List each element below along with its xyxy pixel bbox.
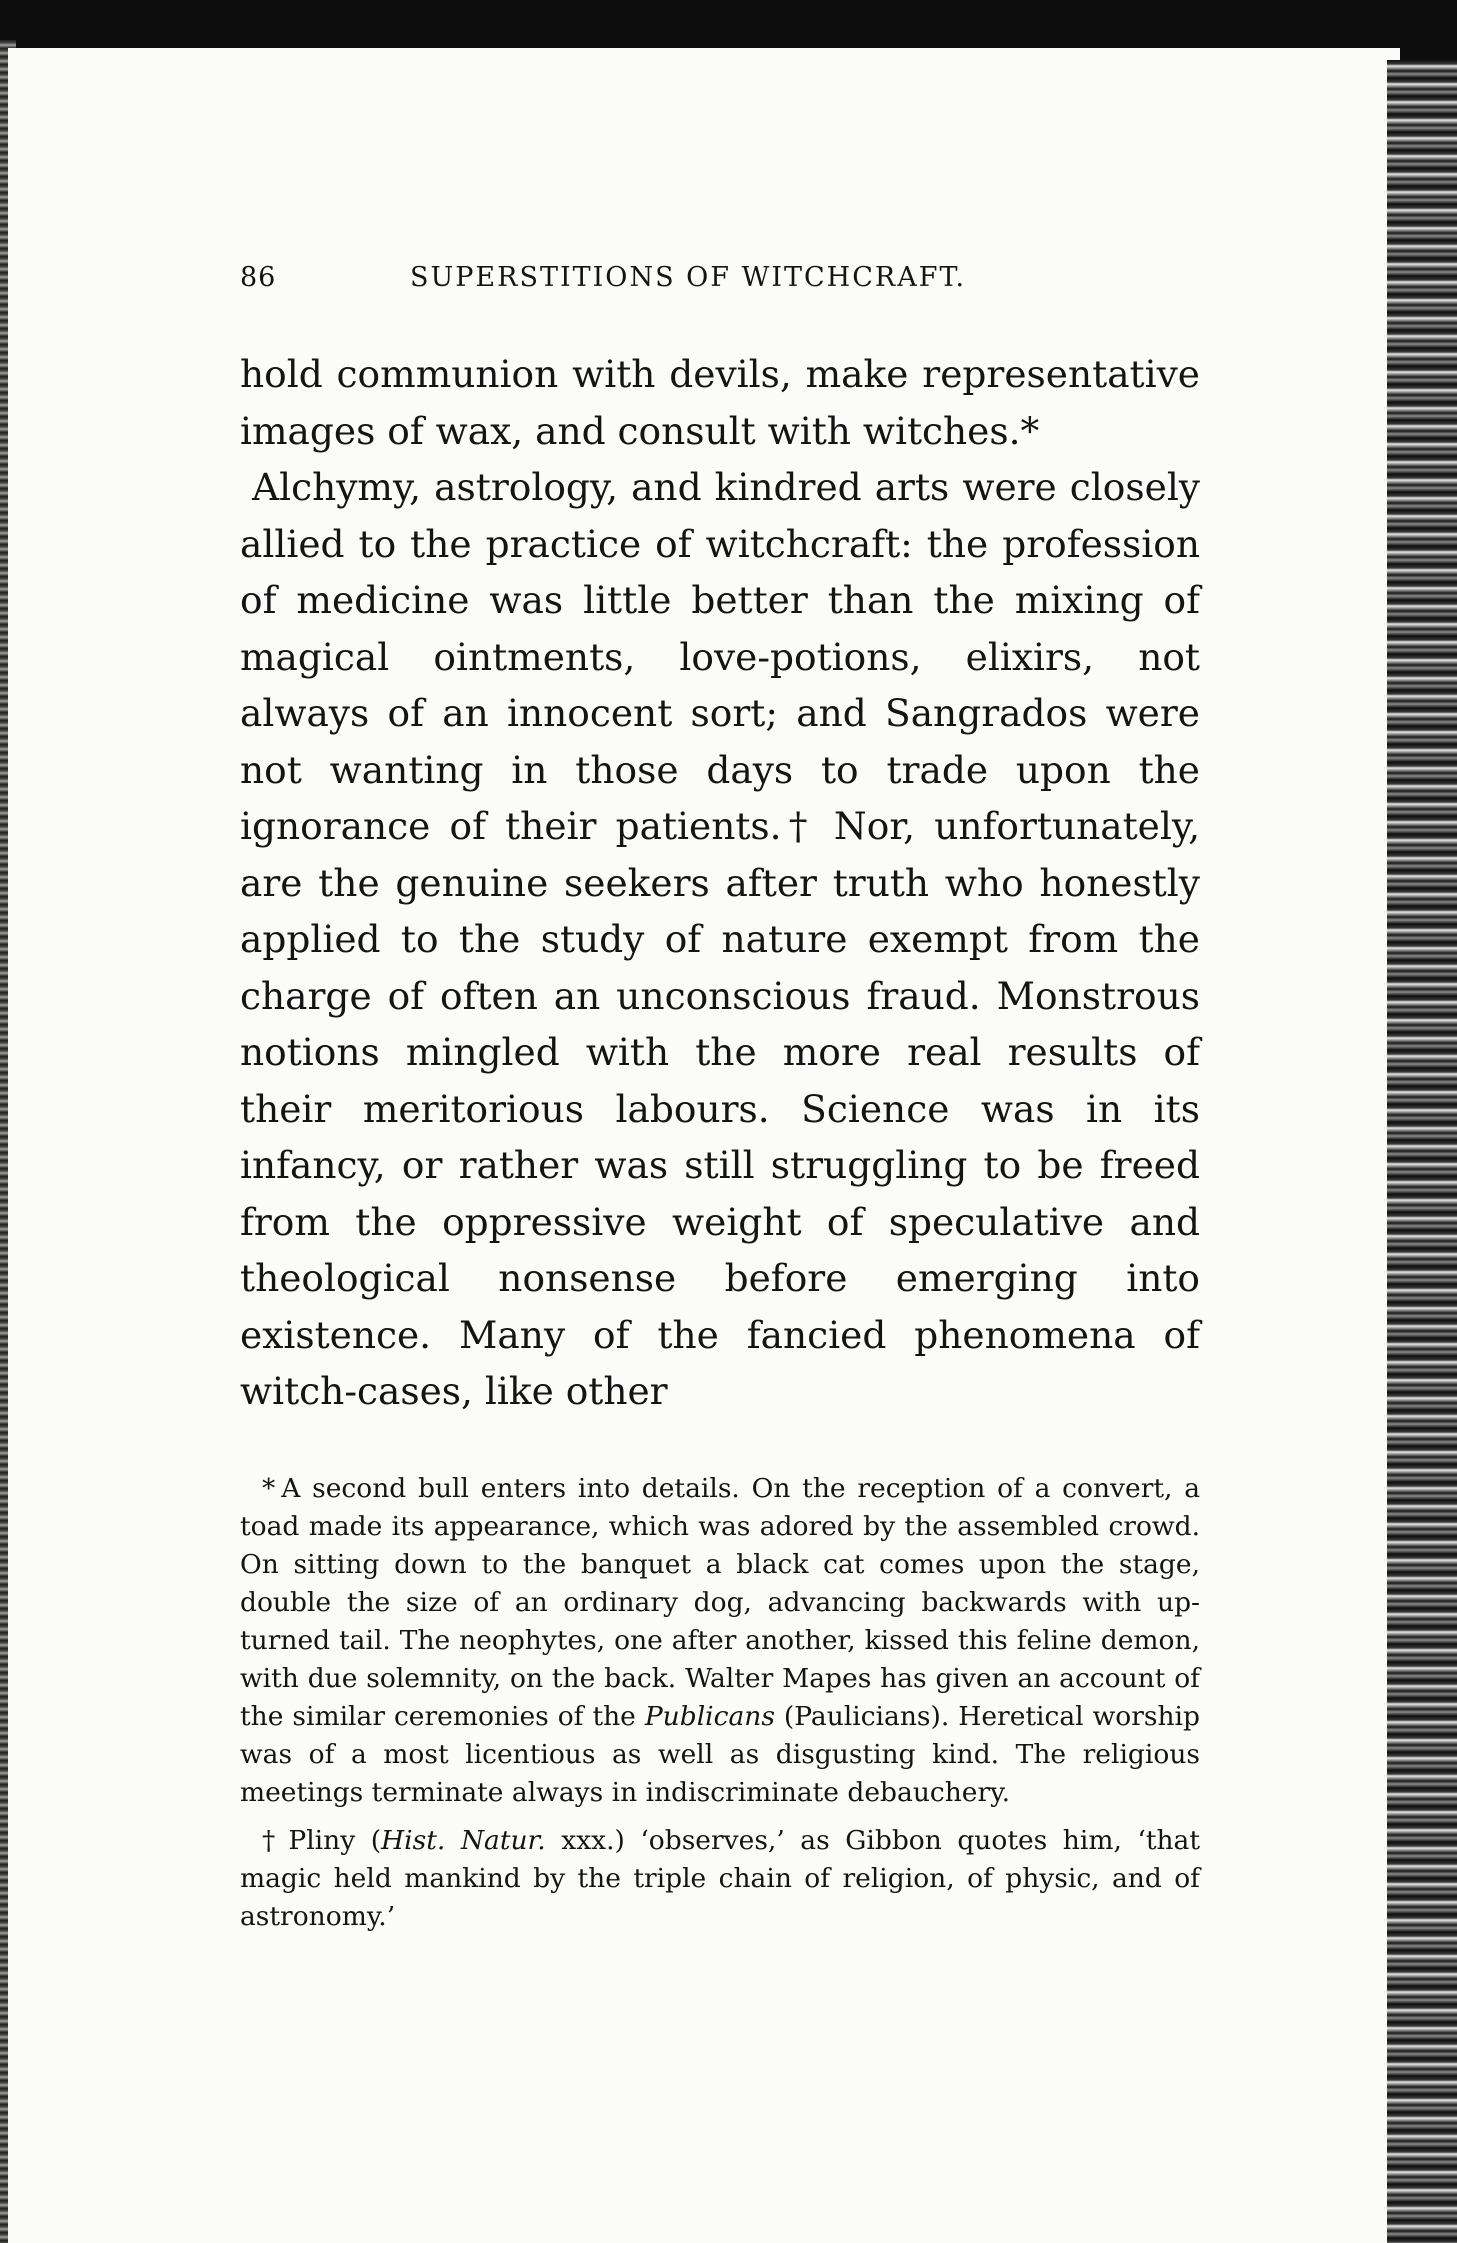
page-content <box>240 262 1200 1936</box>
body-text <box>240 346 1200 1420</box>
footnote-marker: † <box>262 1824 283 1856</box>
footnote-text: A second bull enters into details. On the reception of a convert, a toad made its appearance, which was adored by the assembled crowd. On sitting down to the banquet a black cat comes upon the stage, double the size of an ordinary dog, advancing backwards with up-turned tail. The neophytes, one after another, kissed this feline demon, with due solemnity, on the back. Walter Mapes has given an account of the similar ceremonies of the <box>240 1472 1200 1732</box>
footnote-italic-text: Publicans <box>644 1700 775 1732</box>
footnote-text: Pliny ( <box>288 1824 382 1856</box>
paragraph: hold communion with devils, make representative images of wax, and consult with witches.* <box>240 352 1200 453</box>
footnote-italic-text: Hist. Natur. <box>381 1824 546 1856</box>
page-number: 86 <box>240 262 277 293</box>
running-head <box>240 262 1200 306</box>
footnote <box>240 1822 1200 1936</box>
footnote-marker: * <box>262 1472 276 1504</box>
running-head-title: SUPERSTITIONS OF WITCHCRAFT. <box>410 262 967 293</box>
footnotes <box>240 1470 1200 1936</box>
footnote-text: xxx.) ‘observes,’ as Gibbon quotes him, ‘that magic held mankind by the triple chain of religion, of physic, and of astronomy.’ <box>240 1824 1200 1932</box>
paragraph: Alchymy, astrology, and kindred arts were closely allied to the practice of witchcraft: the profession of medicine was little better than the mixing of magical ointments, love-potions, elixirs, not always of an innocent sort; and Sangrados were not wanting in those days to trade upon the ignorance of their patients.† Nor, unfortunately, are the genuine seekers after truth who honestly applied to the study of nature exempt from the charge of often an unconscious fraud. Monstrous notions mingled with the more real results of their meritorious labours. Science was in its infancy, or rather was still struggling to be freed from the oppressive weight of speculative and theological nonsense before emerging into existence. Many of the fancied phenomena of witch-cases, like other <box>240 465 1200 1413</box>
page-edge-shadow <box>1387 60 1457 2243</box>
footnote-text: (Paulicians). Heretical worship was of a most licentious as well as disgusting kind. The religious meetings terminate always in indiscriminate debauchery. <box>240 1700 1200 1808</box>
footnote <box>240 1470 1200 1812</box>
